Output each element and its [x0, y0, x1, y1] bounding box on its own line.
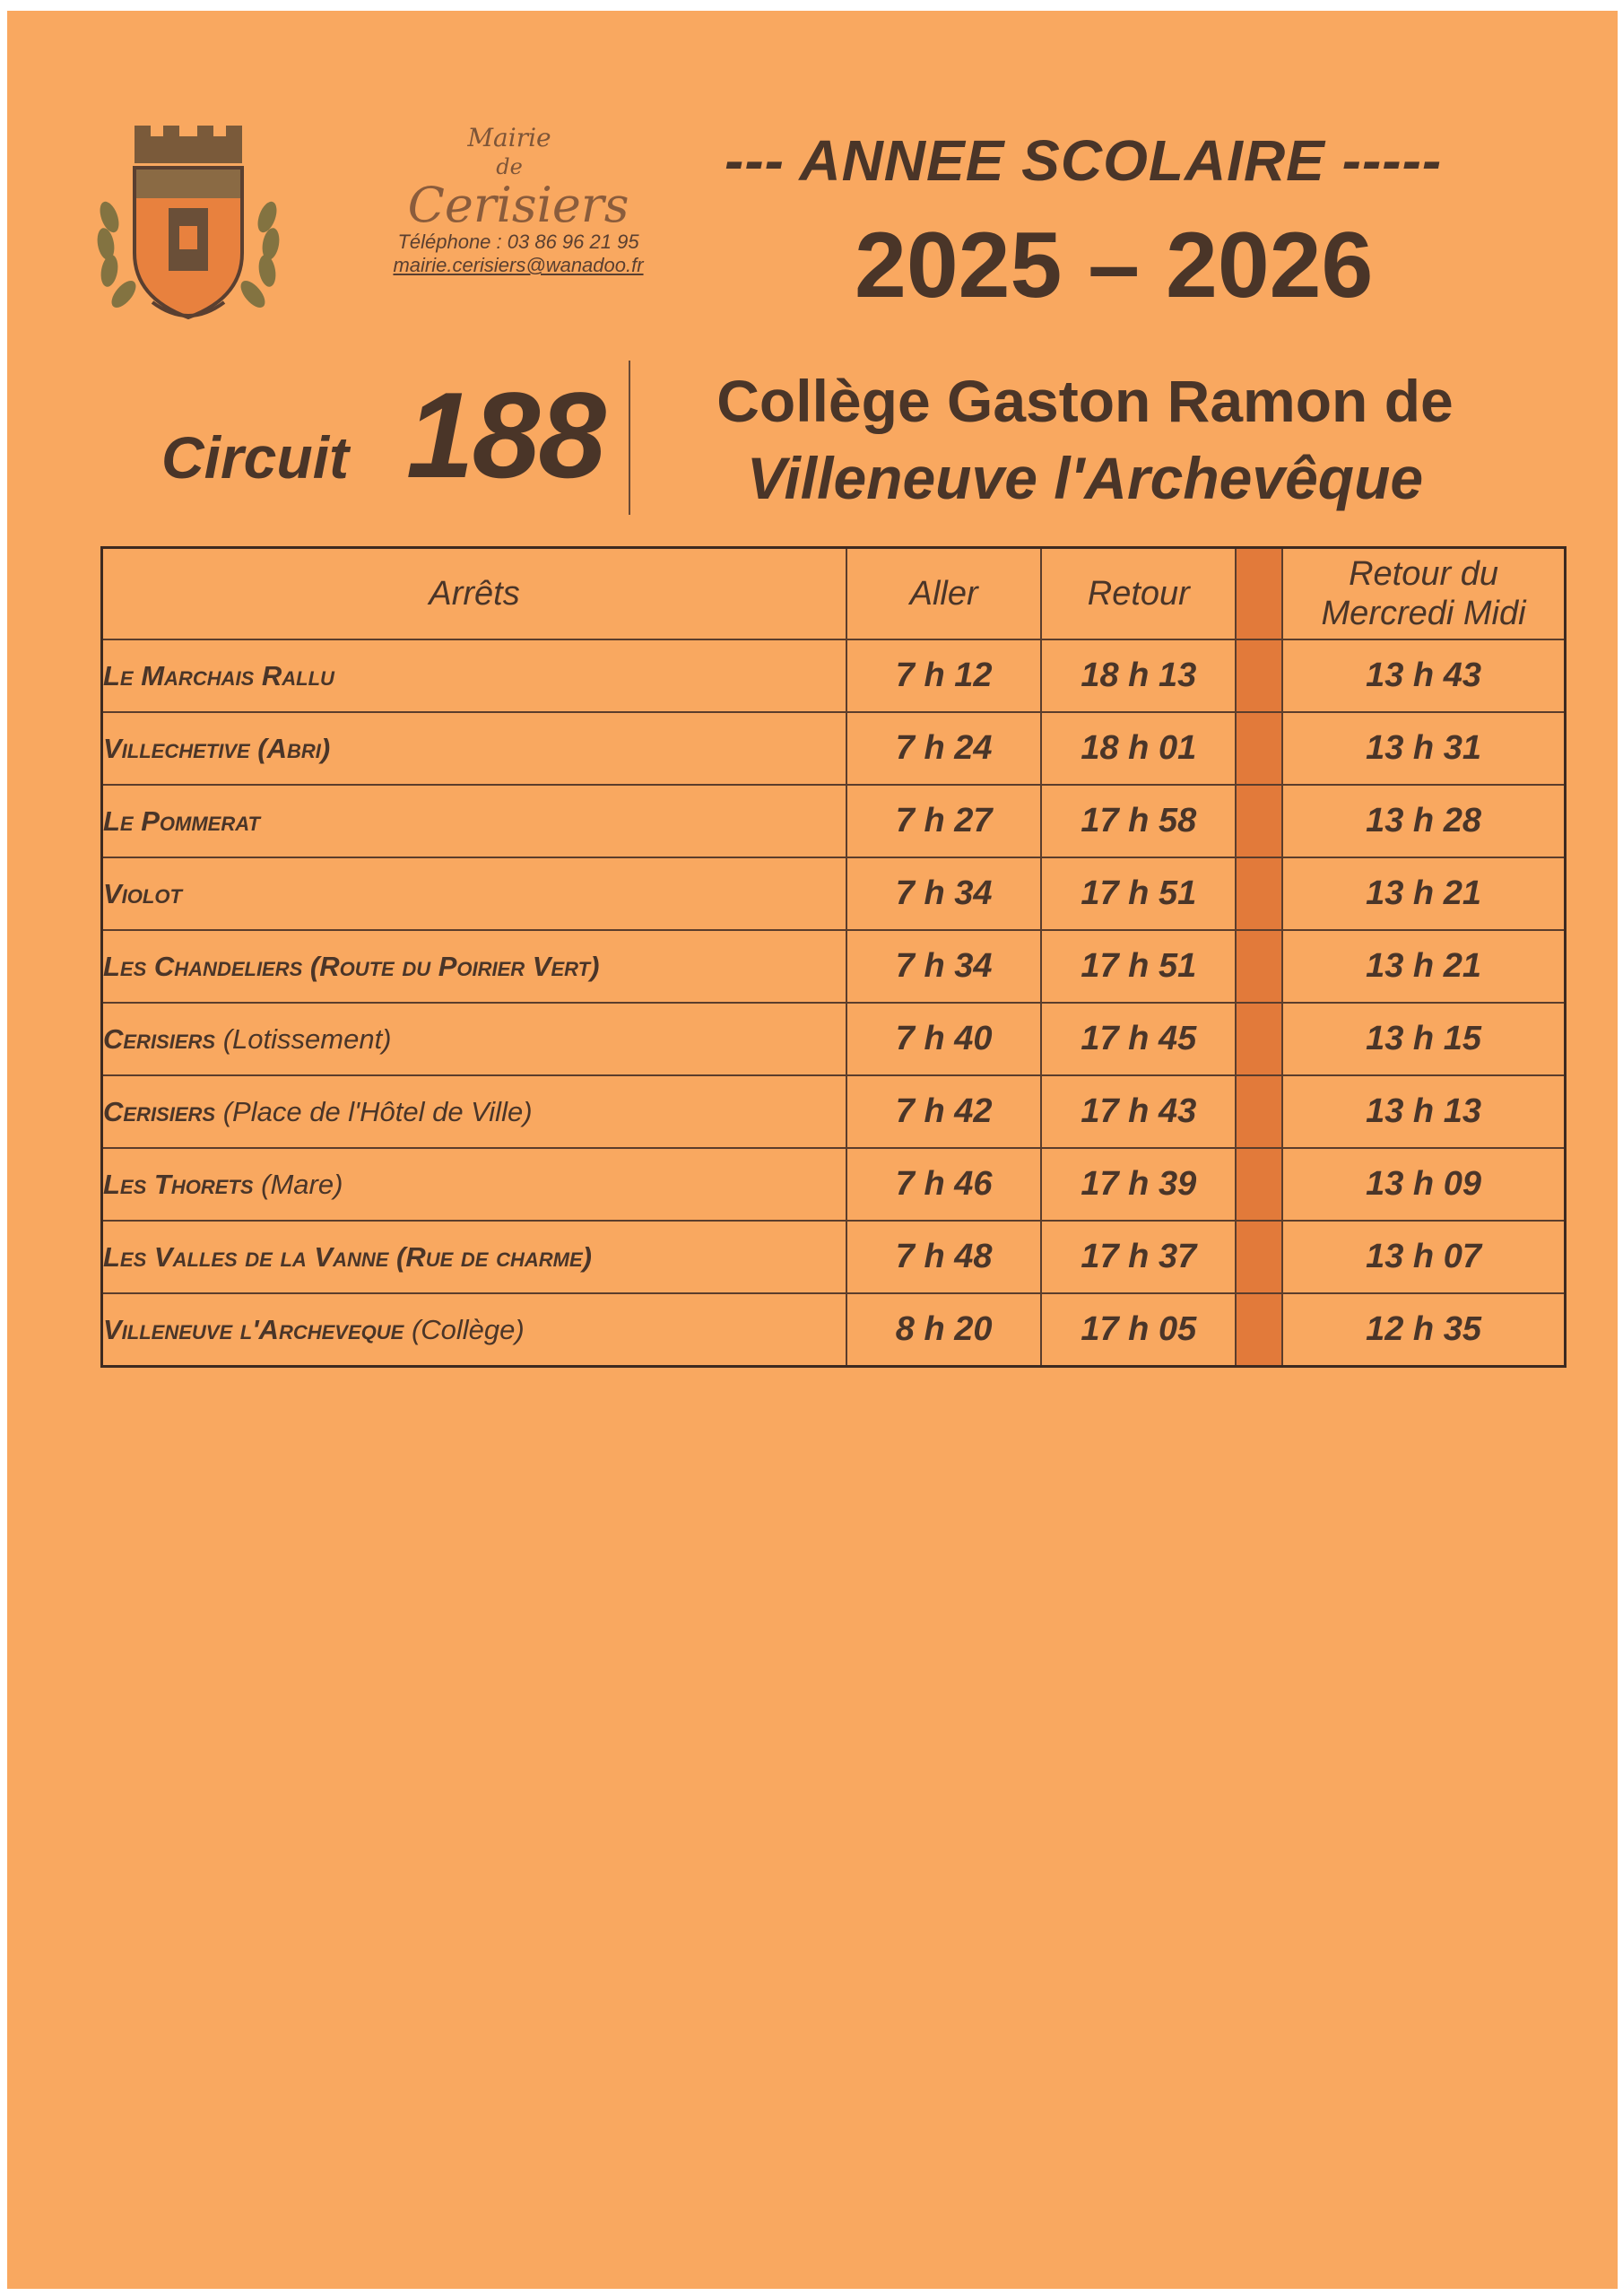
table-row — [102, 639, 1566, 712]
mercredi-time: 13 h 21 — [1282, 930, 1565, 1003]
retour-time: 17 h 51 — [1041, 857, 1236, 930]
mercredi-time: 13 h 28 — [1282, 785, 1565, 857]
stop-detail: (Collège) — [411, 1313, 525, 1345]
mercredi-time: 13 h 31 — [1282, 712, 1565, 785]
stop-name-cell — [102, 785, 847, 857]
separator-bar — [1236, 712, 1282, 785]
mairie-de: de — [496, 154, 523, 179]
circuit-divider — [629, 361, 630, 515]
mercredi-time: 13 h 09 — [1282, 1148, 1565, 1221]
table-row — [102, 930, 1566, 1003]
table-row — [102, 1221, 1566, 1293]
retour-time: 17 h 45 — [1041, 1003, 1236, 1075]
timetable-sheet — [7, 11, 1618, 2289]
college-name — [655, 362, 1515, 517]
retour-time: 18 h 01 — [1041, 712, 1236, 785]
separator-bar — [1236, 1221, 1282, 1293]
mercredi-time: 13 h 13 — [1282, 1075, 1565, 1148]
mercredi-time: 12 h 35 — [1282, 1293, 1565, 1367]
circuit-label: Circuit — [161, 424, 350, 491]
header-mercredi — [1282, 548, 1565, 640]
aller-time: 7 h 12 — [846, 639, 1041, 712]
aller-time: 7 h 42 — [846, 1075, 1041, 1148]
aller-time: 7 h 34 — [846, 930, 1041, 1003]
phone-number: Téléphone : 03 86 96 21 95 — [397, 230, 639, 253]
mercredi-time: 13 h 07 — [1282, 1221, 1565, 1293]
stop-name: Les Valles de la Vanne (Rue de charme) — [103, 1240, 592, 1273]
header-stops: Arrêts — [102, 548, 847, 640]
table-header-row — [102, 548, 1566, 640]
separator-bar — [1236, 1075, 1282, 1148]
mercredi-time: 13 h 15 — [1282, 1003, 1565, 1075]
table-row — [102, 1003, 1566, 1075]
school-year-title: --- ANNEE SCOLAIRE ----- — [725, 128, 1443, 193]
header-mercredi-line2: Mercredi Midi — [1321, 595, 1526, 632]
stop-name-cell — [102, 1075, 847, 1148]
retour-time: 17 h 43 — [1041, 1075, 1236, 1148]
header-aller: Aller — [846, 548, 1041, 640]
table-row — [102, 857, 1566, 930]
email-link[interactable]: mairie.cerisiers@wanadoo.fr — [393, 254, 644, 276]
stop-name: Le Marchais Rallu — [103, 659, 334, 691]
school-year: 2025 – 2026 — [855, 213, 1374, 317]
circuit-number: 188 — [406, 367, 604, 503]
stop-name: Villechetive (Abri) — [103, 732, 331, 764]
retour-time: 17 h 51 — [1041, 930, 1236, 1003]
aller-time: 7 h 24 — [846, 712, 1041, 785]
header-retour: Retour — [1041, 548, 1236, 640]
separator-bar — [1236, 639, 1282, 712]
stop-name: Cerisiers — [103, 1095, 216, 1127]
separator-bar — [1236, 1148, 1282, 1221]
stop-detail: (Lotissement) — [222, 1022, 392, 1055]
table-row — [102, 712, 1566, 785]
aller-time: 8 h 20 — [846, 1293, 1041, 1367]
stop-detail: (Mare) — [261, 1168, 343, 1200]
retour-time: 18 h 13 — [1041, 639, 1236, 712]
aller-time: 7 h 27 — [846, 785, 1041, 857]
aller-time: 7 h 48 — [846, 1221, 1041, 1293]
stop-name-cell — [102, 1293, 847, 1367]
stop-name: Violot — [103, 877, 182, 909]
table-row — [102, 1075, 1566, 1148]
stop-name-cell — [102, 712, 847, 785]
mairie-letterhead — [339, 123, 680, 277]
bus-timetable — [100, 546, 1567, 1368]
town-name: Cerisiers — [407, 177, 629, 233]
stop-name: Villeneuve l'Archeveque — [103, 1313, 404, 1345]
stop-name: Les Thorets — [103, 1168, 254, 1200]
stop-name: Les Chandeliers (Route du Poirier Vert) — [103, 950, 600, 982]
stop-name-cell — [102, 1003, 847, 1075]
mercredi-time: 13 h 21 — [1282, 857, 1565, 930]
stop-name-cell — [102, 1148, 847, 1221]
retour-time: 17 h 58 — [1041, 785, 1236, 857]
stop-name-cell — [102, 639, 847, 712]
stop-name-cell — [102, 857, 847, 930]
aller-time: 7 h 34 — [846, 857, 1041, 930]
retour-time: 17 h 05 — [1041, 1293, 1236, 1367]
stop-name-cell — [102, 930, 847, 1003]
mercredi-time: 13 h 43 — [1282, 639, 1565, 712]
separator-bar — [1236, 785, 1282, 857]
separator-bar — [1236, 930, 1282, 1003]
stop-name: Le Pommerat — [103, 804, 260, 837]
stop-name-cell — [102, 1221, 847, 1293]
table-row — [102, 1293, 1566, 1367]
aller-time: 7 h 46 — [846, 1148, 1041, 1221]
retour-time: 17 h 37 — [1041, 1221, 1236, 1293]
mairie-word: Mairie — [467, 123, 551, 152]
stop-name: Cerisiers — [103, 1022, 216, 1055]
separator-bar — [1236, 1003, 1282, 1075]
header-mercredi-line1: Retour du — [1349, 555, 1498, 593]
aller-time: 7 h 40 — [846, 1003, 1041, 1075]
separator-bar — [1236, 857, 1282, 930]
table-row — [102, 785, 1566, 857]
separator-bar — [1236, 548, 1282, 640]
coat-of-arms-icon — [90, 118, 287, 334]
college-name-line1: Collège Gaston Ramon de — [716, 368, 1454, 434]
separator-bar — [1236, 1293, 1282, 1367]
retour-time: 17 h 39 — [1041, 1148, 1236, 1221]
stop-detail: (Place de l'Hôtel de Ville) — [222, 1095, 533, 1127]
college-name-line2: Villeneuve l'Archevêque — [746, 445, 1424, 511]
table-row — [102, 1148, 1566, 1221]
